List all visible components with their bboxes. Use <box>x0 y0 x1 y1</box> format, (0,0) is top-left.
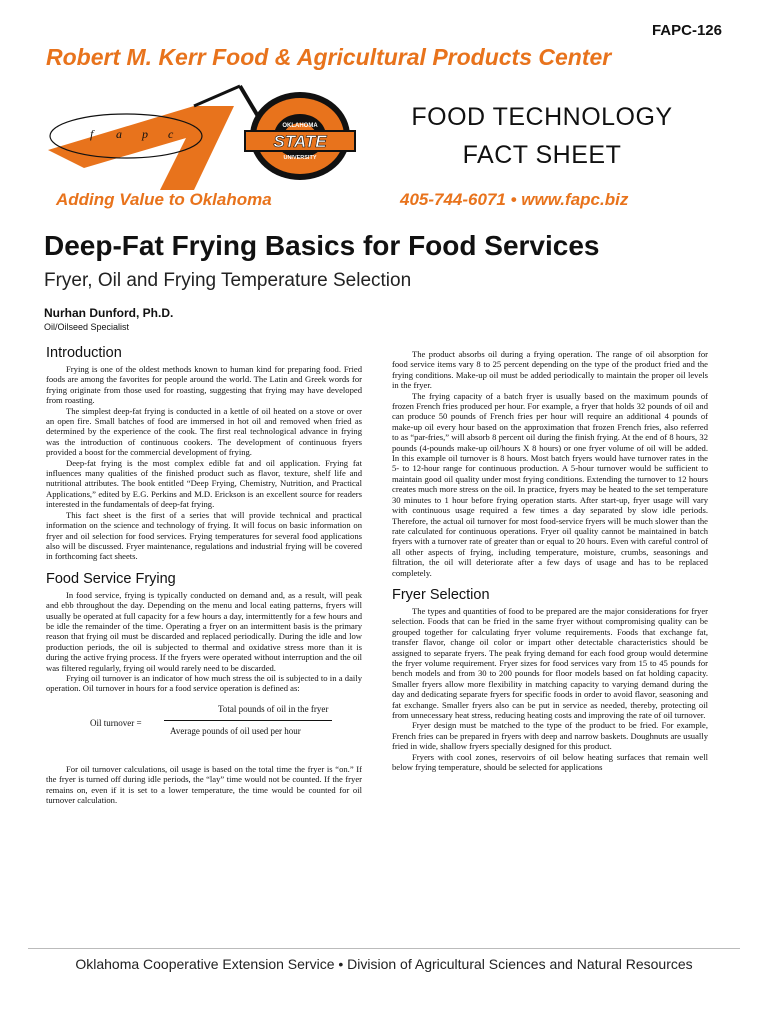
right-column <box>392 349 708 772</box>
fryer-selection-paragraph: Fryers with cool zones, reservoirs of oil below heating surfaces that remain well below frying temperature, should be selected for applications <box>392 751 708 773</box>
frying-capacity-paragraph: The frying capacity of a batch fryer is usually based on the maximum pounds of frozen French fries produced per hour. For example, a fryer that holds 32 pounds of oil and can produce 50 pounds of French fries per hour will require an additional 4 pounds of make-up oil every hour based on the approximation that frozen French fries, also referred to as “par-fries,” will absorb 8 percent oil during the finish frying. At the end of 8 hours, 32 pounds (4-pounds make-up oil/hours X 8 hours) or one fryer volume of oil will be added. In this example oil turnover is 8 hours. Most batch fryers would have turnover rates in the 5- to 12-hour range for continuous production. A 5-hour turnover would be sufficient to maintain good oil quality under most frying conditions. Extending the turnover to 12 hours creates much more stress on the oil. In practice, fryers may be heated to the set temperature 30 minutes to 1 hour before frying operation starts. After start-up, fryer usage will vary with continuous usage required a few times a day separated by slow idle periods. Therefore, the actual oil turnover for most food-service fryers will be much slower than the rate calculated for continuous operations. Fryer oil quality cannot be maintained in batch fryers with a turnover rate of greater than or equal to 20 hours. Even with careful control of all other aspects of frying, including temperature, moisture, crumbs, seasonings and filtration, the oil will deteriorate after a few days of usage and has to be replaced completely. <box>392 390 708 578</box>
fapc-chevron-icon <box>48 106 234 190</box>
osu-oklahoma-text: OKLAHOMA <box>282 123 318 129</box>
contact-info[interactable]: 405-744-6071 • www.fapc.biz <box>400 190 629 209</box>
food-service-paragraph: Frying oil turnover is an indicator of how much stress the oil is subjected to in a daily operation. Oil turnover in hours for a food service operation is defined as: <box>46 672 362 694</box>
fapc-letter-f: f <box>90 127 94 141</box>
fact-sheet-heading <box>368 98 716 174</box>
left-column <box>46 344 362 805</box>
document-subtitle: Fryer, Oil and Frying Temperature Selection <box>44 270 412 291</box>
document-title: Deep-Fat Frying Basics for Food Services <box>44 230 600 261</box>
food-service-paragraph: In food service, frying is typically conducted on demand and, as a result, will peak and ebb throughout the day. Depending on the menu and local eating patterns, fryers will usually be operated at full capacity for a few hours a day, intermittently for a few hours and be idle the remainder of the time. Operating a fryer on an intermittent basis is the primary reason that frying oil must be discarded and replaced periodically. During the idle and low production periods, the oil is subjected to thermal and oxidative stress more than it is during the active frying process. If the fryers were operated without interruption and the oil was filtered regularly, frying oil would rarely need to be discarded. <box>46 589 362 673</box>
center-name: Robert M. Kerr Food & Agricultural Products Center <box>46 44 612 70</box>
author-role: Oil/Oilseed Specialist <box>44 322 130 332</box>
fact-sheet-line1: FOOD TECHNOLOGY <box>411 103 673 131</box>
food-service-paragraph: For oil turnover calculations, oil usage is based on the total time the fryer is “on.” If the fryer is turned off during idle periods, the “lay” time would not be counted. If the fryer remains on, even if it is set to a lower temperature, the time would be counted for oil turnover calculation. <box>46 763 362 805</box>
fapc-letter-c: c <box>168 127 174 141</box>
heading-fryer-selection: Fryer Selection <box>392 586 490 603</box>
intro-paragraph: Deep-fat frying is the most complex edible fat and oil application. Frying fat influences many qualities of the finished product such as flavor, texture, shelf life and nutritional attributes. The book entitled “Deep Frying, Chemistry, Nutrition, and Practical Applications,” edited by E.G. Perkins and M.D. Erickson is an excellent source for readers interested in the fundamentals of deep-fat frying. <box>46 457 362 510</box>
fapc-letter-p: p <box>142 127 148 141</box>
heading-food-service-frying: Food Service Frying <box>46 570 176 587</box>
heading-introduction: Introduction <box>46 345 122 361</box>
fact-sheet-code: FAPC-126 <box>651 22 722 39</box>
fapc-osu-logo <box>44 80 364 190</box>
formula-fraction-bar <box>164 720 332 721</box>
osu-emblem-icon <box>244 92 356 180</box>
fapc-letter-a: a <box>116 127 122 141</box>
fryer-selection-paragraph: Fryer design must be matched to the type of the product to be fried. For example, French fries can be prepared in fryers with deep and narrow baskets. Doughnuts are usually fried in wide, shallow fryers specially designed for this product. <box>392 720 708 752</box>
intro-paragraph: The simplest deep-fat frying is conducted in a kettle of oil heated on a stove or over an open fire. Small batches of food are immersed in hot oil and removed when fried as determined by the experience of the cook. The first real technological advance in frying was the introduction of continuous cookers. The development of continuous fryers provided a boost for the commercial development of frying. <box>46 405 362 458</box>
formula-denominator: Average pounds of oil used per hour <box>170 725 301 736</box>
osu-university-text: UNIVERSITY <box>283 155 317 161</box>
footer-text: Oklahoma Cooperative Extension Service • Division of Agricultural Sciences and Natural Resources <box>75 956 693 972</box>
intro-paragraph: This fact sheet is the first of a series that will provide technical and practical information on the science and technology of frying. It will focus on basic information on fryer and oil selection for food services. Frying temperatures for several food applications also will be discussed. Fryer maintenance, regulations and industrial frying will be covered in forthcoming fact sheets. <box>46 509 362 562</box>
fact-sheet-line2: FACT SHEET <box>462 141 622 169</box>
tagline: Adding Value to Oklahoma <box>56 190 272 209</box>
footer-divider <box>28 948 740 949</box>
oil-turnover-formula <box>46 700 362 754</box>
intro-paragraph: Frying is one of the oldest methods known to human kind for preparing food. Fried foods are among the favorites for people around the world. The Latin and Greek words for frying originate from those used for roasting, suggesting that frying may have developed from roasting. <box>46 364 362 406</box>
oil-absorption-paragraph: The product absorbs oil during a frying operation. The range of oil absorption for food service items vary 8 to 25 percent depending on the type of the product fried and the frying conditions. Make-up oil must be added periodically to maintain the proper oil levels in the fryer. <box>392 349 708 391</box>
fryer-selection-paragraph: The types and quantities of food to be prepared are the major considerations for fryer selection. Foods that can be fried in the same fryer without compromising quality can be grouped together for calculating fryer volume requirements. Foods that exchange fat, transfer flavor, change oil color or impart other detectable characteristics should be assigned to separate fryers. The peak frying demand for each food group would determine the fryer volume requirement. Fryer sizes for food services vary from 15 to 45 pounds for bench models and from 30 to 200 pounds for floor models based on fat holding capacity. Smaller fryers allow more flexibility in matching capacity to varying demand during the day and dedicating separate fryers for specific foods in order to avoid flavor, seasoning and fat exchange. Smaller fryers also can be put in service as needed, thereby, protecting oil from unnecessary heat stress, reducing heating costs and improving the rate of oil turnover. <box>392 605 708 720</box>
author-name: Nurhan Dunford, Ph.D. <box>44 306 174 320</box>
osu-state-text: STATE <box>273 132 327 151</box>
formula-numerator: Total pounds of oil in the fryer <box>218 703 329 714</box>
formula-label: Oil turnover = <box>90 717 142 728</box>
